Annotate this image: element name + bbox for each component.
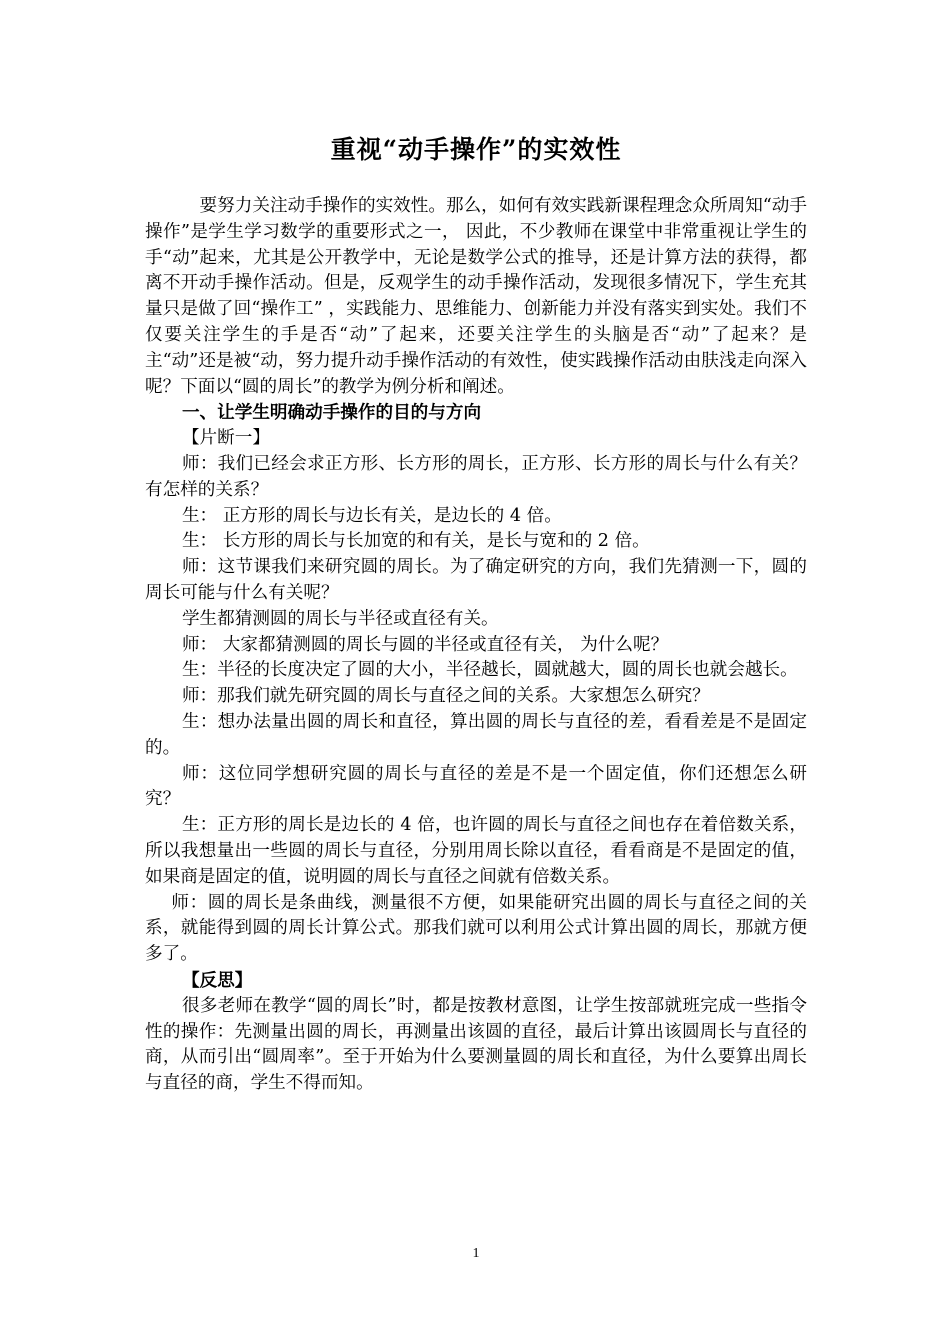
section-heading-1: 一、让学生明确动手操作的目的与方向 — [181, 402, 482, 424]
reflection-paragraph: 很多老师在教学“圆的周长”时，都是按教材意图，让学生按部就班完成一些指令性的操作：先测量出圆的周长，再测量出该圆的直径，最后计算出该圆周长与直径的商，从而引出“圆周率”。至于开始为什么要测量圆的周长和直径，为什么要算出周长与直径的商，学生不得而知。 — [145, 995, 807, 1094]
dialogue-paragraph: 生：半径的长度决定了圆的大小，半径越长，圆就越大，圆的周长也就会越长。 — [181, 660, 798, 681]
reflection-label: 【反思】 — [181, 969, 253, 991]
dialogue-paragraph: 师：这位同学想研究圆的周长与直径的差是不是一个固定值，你们还想怎么研究？ — [145, 763, 807, 810]
document-body — [145, 194, 807, 1097]
page-title: 重视“动手操作”的实效性 — [330, 135, 622, 164]
fragment-label: 【片断一】 — [181, 428, 270, 449]
dialogue-paragraph: 生：想办法量出圆的周长和直径，算出圆的周长与直径的差，看看差是不是固定的。 — [145, 711, 807, 758]
page-number: 1 — [472, 1246, 480, 1261]
dialogue-paragraph: 生： 长方形的周长与长加宽的和有关，是长与宽和的 2 倍。 — [181, 531, 650, 552]
document-page — [145, 0, 807, 1344]
dialogue-paragraph: 师： 大家都猜测圆的周长与圆的半径或直径有关， 为什么呢？ — [181, 634, 669, 655]
dialogue-paragraph: 师：那我们就先研究圆的周长与直径之间的关系。大家想怎么研究？ — [181, 686, 710, 707]
dialogue-paragraph: 生：正方形的周长是边长的 4 倍，也许圆的周长与直径之间也存在着倍数关系，所以我想量出一些圆的周长与直径，分别用周长除以直径，看看商是不是固定的值，如果商是固定的值，说明圆的周长与直径之间就有倍数关系。 — [145, 815, 807, 887]
dialogue-paragraph: 师：圆的周长是条曲线，测量很不方便，如果能研究出圆的周长与直径之间的关系，就能得到圆的周长计算公式。那我们就可以利用公式计算出圆的周长，那就方便多了。 — [145, 892, 807, 965]
dialogue-paragraph: 师：我们已经会求正方形、长方形的周长，正方形、长方形的周长与什么有关？有怎样的关系？ — [145, 453, 807, 500]
dialogue-paragraph: 师：这节课我们来研究圆的周长。为了确定研究的方向，我们先猜测一下，圆的周长可能与什么有关呢？ — [145, 557, 807, 603]
dialogue-paragraph: 学生都猜测圆的周长与半径或直径有关。 — [181, 608, 499, 629]
intro-paragraph: 要努力关注动手操作的实效性。那么，如何有效实践新课程理念众所周知“动手操作”是学生学习数学的重要形式之一， 因此，不少教师在课堂中非常重视让学生的手“动”起来，尤其是公开教学中，无论是数学公式的推导，还是计算方法的获得，都离不开动手操作活动。但是，反观学生的动手操作活动，发现很多情况下，学生充其量只是做了回“操作工” ，实践能力、思维能力、创新能力并没有落实到实处。我们不仅要关注学生的手是否“动”了起来，还要关注学生的头脑是否“动”了起来？是主“动”还是被“动，努力提升动手操作活动的有效性，使实践操作活动由肤浅走向深入呢？下面以“圆的周长”的教学为例分析和阐述。 — [145, 196, 807, 397]
dialogue-paragraph: 生： 正方形的周长与边长有关，是边长的 4 倍。 — [181, 505, 562, 526]
